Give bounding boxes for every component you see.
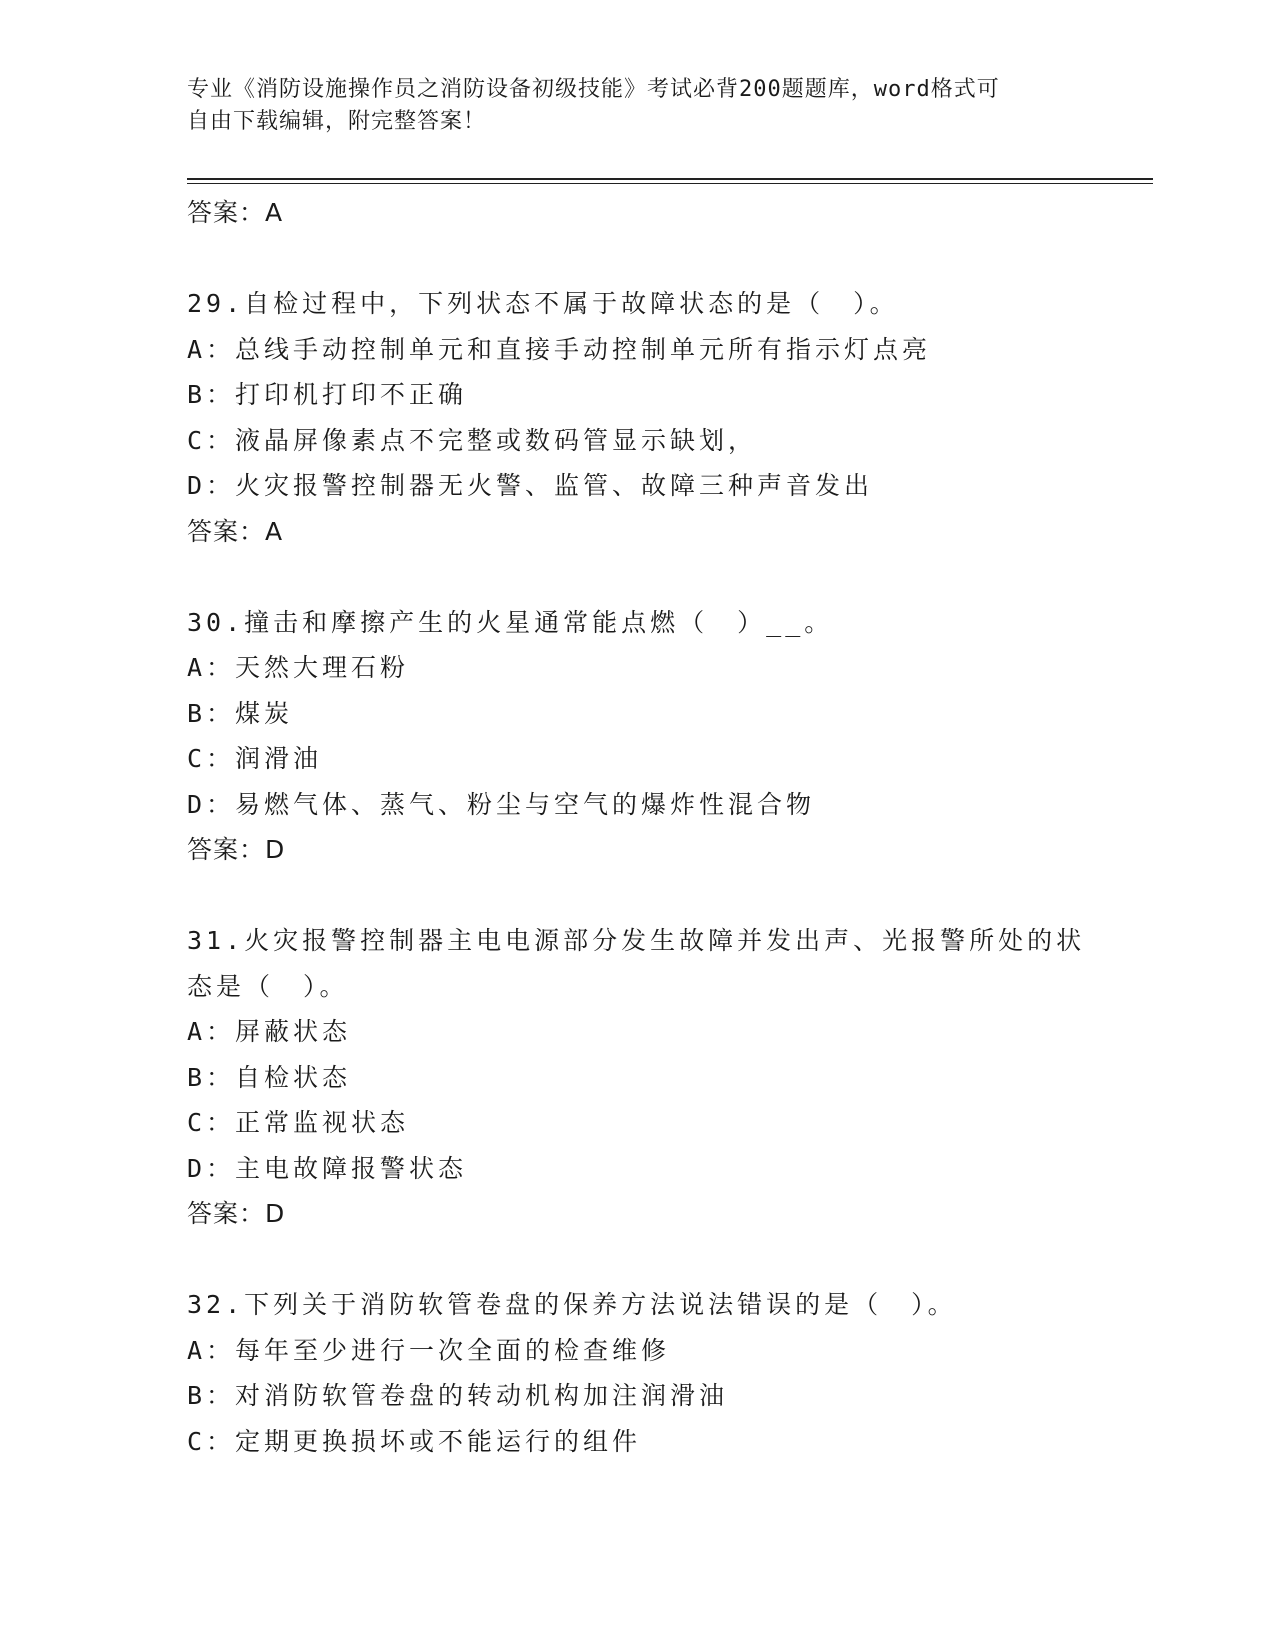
question-31	[187, 918, 1087, 1237]
question-29	[187, 281, 1087, 554]
option-a: A：天然大理石粉	[187, 653, 410, 682]
header-line-2: 自由下载编辑，附完整答案！	[187, 109, 487, 134]
option-b: B：煤炭	[187, 698, 294, 728]
option-a: A：每年至少进行一次全面的检查维修	[187, 1335, 671, 1365]
option-c: C：正常监视状态	[187, 1108, 410, 1137]
option-d: D：主电故障报警状态	[187, 1153, 468, 1183]
option-c: C：定期更换损坏或不能运行的组件	[187, 1426, 642, 1456]
header-rule-thin	[187, 183, 1153, 184]
question-list	[187, 190, 1087, 1464]
question-30	[187, 600, 1087, 873]
option-a: A：屏蔽状态	[187, 1017, 352, 1046]
spacer	[187, 873, 1087, 919]
option-d: D：火灾报警控制器无火警、监管、故障三种声音发出	[187, 471, 874, 500]
header-line-1: 专业《消防设施操作员之消防设备初级技能》考试必背200题题库，word格式可	[187, 77, 1000, 102]
answer-line: 答案：A	[187, 516, 284, 546]
option-c: C：润滑油	[187, 744, 323, 773]
header-rule-thick	[187, 178, 1153, 180]
option-b: B：自检状态	[187, 1062, 352, 1092]
spacer	[187, 554, 1087, 600]
answer-line: 答案：A	[187, 198, 284, 227]
question-stem: 29.自检过程中，下列状态不属于故障状态的是（ ）。	[187, 289, 899, 318]
question-stem-line-1: 31.火灾报警控制器主电电源部分发生故障并发出声、光报警所处的状	[187, 926, 1086, 955]
option-b: B：打印机打印不正确	[187, 380, 468, 409]
document-header	[187, 74, 1067, 138]
question-stem-line-2: 态是（ ）。	[187, 971, 349, 1001]
question-stem: 32.下列关于消防软管卷盘的保养方法说法错误的是（ ）。	[187, 1290, 957, 1319]
answer-line: 答案：D	[187, 1199, 286, 1228]
spacer	[187, 1237, 1087, 1283]
spacer	[187, 236, 1087, 282]
option-b: B：对消防软管卷盘的转动机构加注润滑油	[187, 1381, 729, 1410]
answer-line: 答案：D	[187, 835, 286, 864]
option-d: D：易燃气体、蒸气、粉尘与空气的爆炸性混合物	[187, 789, 816, 819]
question-32	[187, 1282, 1087, 1464]
question-stem: 30.撞击和摩擦产生的火星通常能点燃（ ）__。	[187, 607, 834, 637]
option-a: A：总线手动控制单元和直接手动控制单元所有指示灯点亮	[187, 334, 932, 364]
option-c: C：液晶屏像素点不完整或数码管显示缺划，	[187, 425, 758, 455]
